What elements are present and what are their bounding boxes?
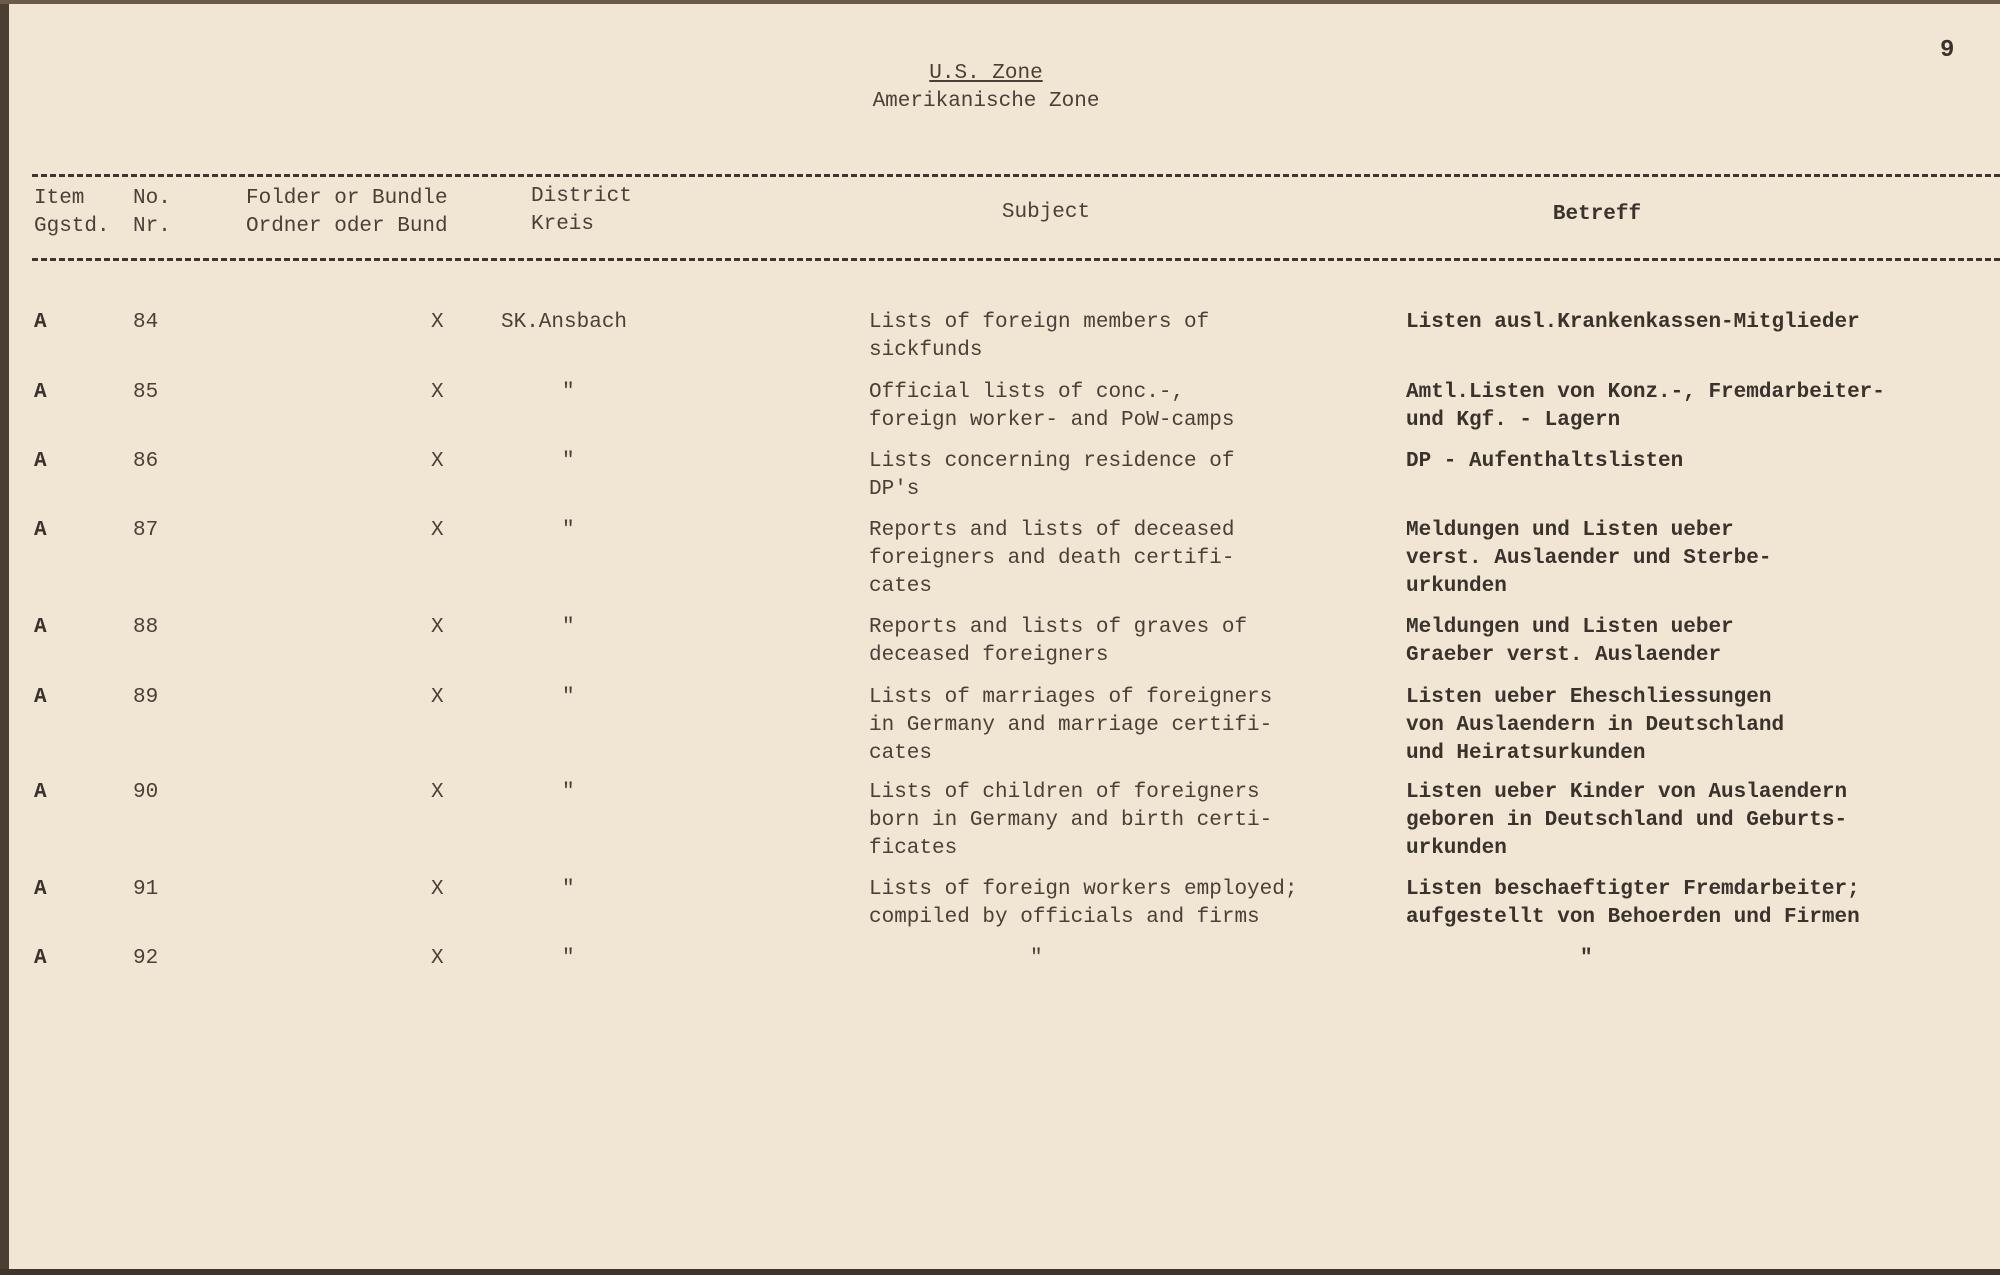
betreff-cell: Listen ueber Eheschliessungen von Auslaendern in Deutschland und Heiratsurkunden — [1406, 686, 1785, 765]
header-item-en: Item — [34, 187, 85, 210]
district-cell: " — [562, 878, 575, 901]
page-subtitle: Amerikanische Zone — [872, 90, 1100, 113]
subject-cell: " — [1030, 947, 1043, 970]
subject-cell: Lists of marriages of foreigners in Germany and marriage certifi- cates — [869, 686, 1273, 765]
folder-cell: X — [431, 381, 444, 404]
title-text: U.S. Zone — [929, 62, 1043, 85]
header-district-en: District — [531, 185, 632, 208]
folder-cell: X — [431, 616, 444, 639]
page-number: 9 — [1940, 37, 1955, 64]
item-cell: A — [34, 519, 47, 542]
subject-cell: Reports and lists of graves of deceased foreigners — [869, 616, 1248, 667]
district-cell: " — [562, 781, 575, 804]
page-edge-top — [0, 0, 2000, 4]
item-cell: A — [34, 947, 47, 970]
folder-cell: X — [431, 878, 444, 901]
header-item-de: Ggstd. — [34, 215, 110, 238]
number-cell: 84 — [133, 311, 159, 334]
number-cell: 85 — [133, 381, 159, 404]
subject-cell: Reports and lists of deceased foreigners and death certifi- cates — [869, 519, 1235, 598]
subject-cell: Lists of children of foreigners born in Germany and birth certi- ficates — [869, 781, 1273, 860]
folder-cell: X — [431, 686, 444, 709]
header-folder-de: Ordner oder Bund — [246, 215, 448, 238]
district-cell: SK.Ansbach — [501, 311, 628, 334]
betreff-cell: Amtl.Listen von Konz.-, Fremdarbeiter- und Kgf. - Lagern — [1406, 381, 1885, 432]
header-divider-bottom — [32, 258, 2000, 261]
district-cell: " — [562, 616, 575, 639]
subject-cell: Lists concerning residence of DP's — [869, 450, 1235, 501]
district-cell: " — [562, 519, 575, 542]
number-cell: 88 — [133, 616, 159, 639]
betreff-cell: Listen beschaeftigter Fremdarbeiter; aufgestellt von Behoerden und Firmen — [1406, 878, 1860, 929]
district-cell: " — [562, 450, 575, 473]
header-district — [531, 183, 632, 239]
folder-cell: X — [431, 311, 444, 334]
header-subject: Subject — [1001, 201, 1091, 224]
item-cell: A — [34, 686, 47, 709]
header-no-en: No. — [133, 187, 171, 210]
number-cell: 86 — [133, 450, 159, 473]
district-cell: " — [562, 947, 575, 970]
header-district-de: Kreis — [531, 213, 595, 236]
item-cell: A — [34, 781, 47, 804]
folder-cell: X — [431, 519, 444, 542]
betreff-cell: Meldungen und Listen ueber Graeber verst. Auslaender — [1406, 616, 1734, 667]
number-cell: 91 — [133, 878, 159, 901]
number-cell: 90 — [133, 781, 159, 804]
subject-cell: Lists of foreign members of sickfunds — [869, 311, 1210, 362]
subject-cell: Lists of foreign workers employed; compiled by officials and firms — [869, 878, 1298, 929]
betreff-cell: Listen ueber Kinder von Auslaendern geboren in Deutschland und Geburts- urkunden — [1406, 781, 1848, 860]
header-no — [133, 185, 171, 241]
item-cell: A — [34, 616, 47, 639]
folder-cell: X — [431, 781, 444, 804]
header-no-de: Nr. — [133, 215, 171, 238]
header-folder-en: Folder or Bundle — [246, 187, 448, 210]
district-cell: " — [562, 686, 575, 709]
header-betreff: Betreff — [1552, 203, 1642, 226]
page-edge-left — [0, 0, 9, 1275]
folder-cell: X — [431, 450, 444, 473]
number-cell: 87 — [133, 519, 159, 542]
item-cell: A — [34, 450, 47, 473]
betreff-cell: Meldungen und Listen ueber verst. Auslaender und Sterbe- urkunden — [1406, 519, 1772, 598]
header-divider-top — [32, 174, 2000, 177]
betreff-cell: DP - Aufenthaltslisten — [1406, 450, 1684, 473]
folder-cell: X — [431, 947, 444, 970]
item-cell: A — [34, 381, 47, 404]
item-cell: A — [34, 878, 47, 901]
item-cell: A — [34, 311, 47, 334]
page-title — [0, 60, 1972, 88]
page-edge-bottom — [0, 1269, 2000, 1275]
number-cell: 89 — [133, 686, 159, 709]
betreff-cell: " — [1580, 947, 1593, 970]
header-folder — [246, 185, 448, 241]
number-cell: 92 — [133, 947, 159, 970]
betreff-cell: Listen ausl.Krankenkassen-Mitglieder — [1406, 311, 1860, 334]
district-cell: " — [562, 381, 575, 404]
subject-cell: Official lists of conc.-, foreign worker- and PoW-camps — [869, 381, 1235, 432]
header-item — [34, 185, 110, 241]
